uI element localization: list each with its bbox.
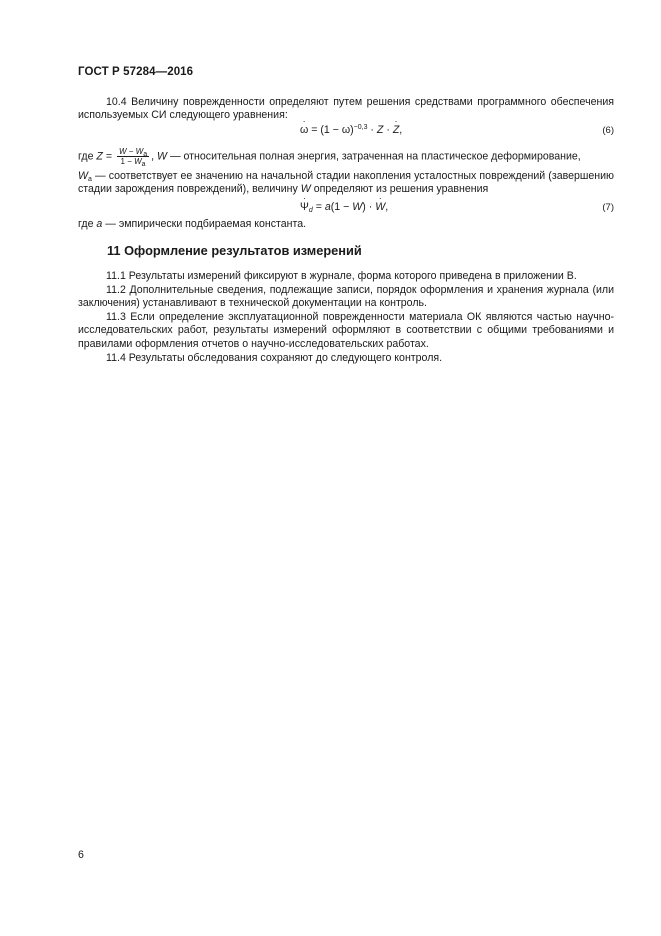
a-definition: — эмпирически подбираемая константа. [105, 218, 307, 230]
standard-header: ГОСТ Р 57284—2016 [78, 66, 194, 78]
equation-7 [78, 201, 614, 215]
wa-definition: — соответствует ее значению на начальной стадии накопления усталостных повреждений (завершению стадии зарождения повреждений), величину [78, 170, 614, 196]
paragraph-11-3: 11.3 Если определение эксплуатационной поврежденности материала ОК являются частью научно-исследовательских работ, результаты измерений оформляют в соответствии с общими требованиями и правилами оформления отчетов о научно-исследовательских работах. [78, 311, 614, 350]
equation-6-number: (6) [602, 125, 614, 136]
paragraph-wa: $W_a$ — соответствует ее значению на начальной стадии накопления усталостных повреждений (завершению стадии зарождения повреждений), величину W определяют из решения уравнения [78, 170, 614, 196]
page-number: 6 [78, 849, 84, 861]
section-11-title: 11 Оформление результатов измерений [107, 243, 362, 258]
w-determination: определяют из решения уравнения [313, 183, 489, 196]
paragraph-11-1: 11.1 Результаты измерений фиксируют в журнале, форма которого приведена в приложении В. [106, 270, 577, 282]
where-a-label: где [78, 218, 94, 230]
paragraph-where-a: где a — эмпирически подбираемая константа. [78, 218, 307, 230]
equation-6-expression: · $\omega = (1 - \omega)^{-0,3} \cdot Z$ · · Z, [300, 124, 402, 136]
equation-6 [78, 124, 614, 138]
paragraph-11-2: 11.2 Дополнительные сведения, подлежащие записи, порядок оформления и хранения журнала (или заключения) устанавливают в технической документации на контроль. [78, 284, 614, 310]
paragraph-10-4: 10.4 Величину поврежденности определяют путем решения средствами программного обеспечения используемых СИ следующего уравнения: [78, 96, 614, 122]
equation-7-number: (7) [602, 202, 614, 213]
equation-7-expression: · $\Psi_d = a(1 - W)$ · · W, [300, 201, 388, 213]
paragraph-where-z: где Z = $\frac{W - W_a}{1 - W_a}$ , W — относительная полная энергия, затраченная на пластическое деформирование, [78, 147, 581, 168]
where-label: где [78, 150, 94, 163]
paragraph-11-4: 11.4 Результаты обследования сохраняют до следующего контроля. [106, 352, 443, 364]
w-definition: — относительная полная энергия, затраченная на пластическое деформирование, [169, 150, 581, 163]
z-fraction: $\frac{W - W_a}{1 - W_a}$ [118, 147, 148, 168]
